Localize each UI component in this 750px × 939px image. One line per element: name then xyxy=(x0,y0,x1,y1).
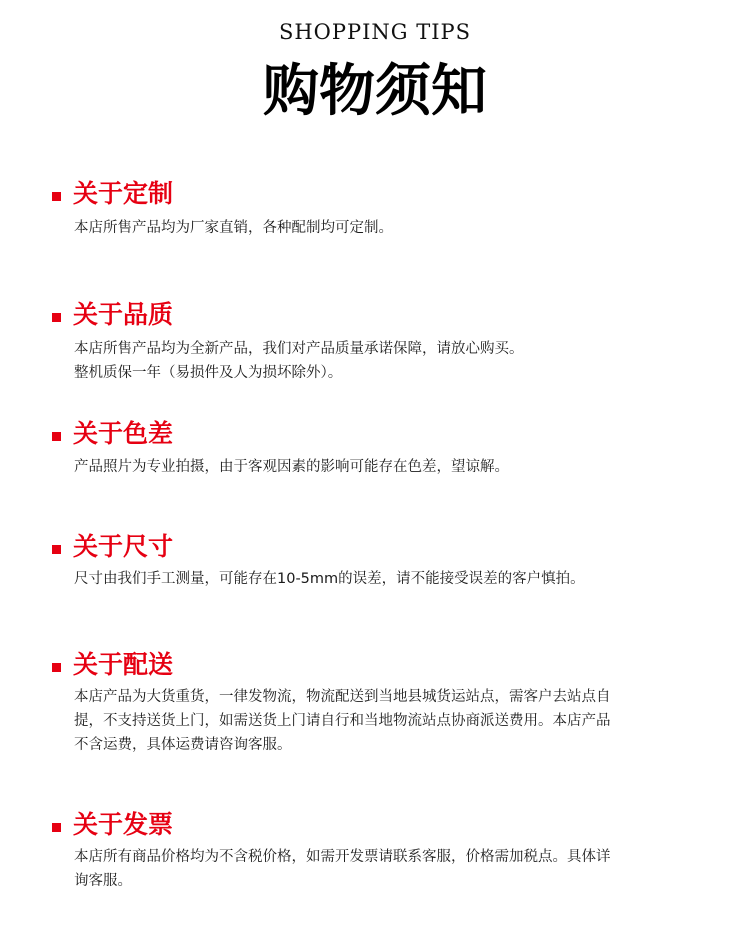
section-body: 尺寸由我们手工测量，可能存在10-5mm的误差，请不能接受误差的客户慎拍。 xyxy=(74,571,585,587)
section-title: 关于发票 xyxy=(73,810,174,839)
section-title: 关于色差 xyxy=(73,419,174,448)
bullet-square-icon xyxy=(52,545,61,554)
section-title: 关于品质 xyxy=(73,300,174,329)
bullet-square-icon xyxy=(52,823,61,832)
section-title: 关于配送 xyxy=(73,650,174,679)
bullet-square-icon xyxy=(52,663,61,672)
section-title: 关于定制 xyxy=(73,179,174,208)
page-title: 购物须知 xyxy=(263,58,487,124)
bullet-square-icon xyxy=(52,313,61,322)
bullet-square-icon xyxy=(52,192,61,201)
bullet-square-icon xyxy=(52,432,61,441)
english-heading: SHOPPING TIPS xyxy=(278,20,472,44)
section-body: 本店产品为大货重货，一律发物流，物流配送到当地县城货运站点，需客户去站点自 提，不支持送货上门，如需送货上门请自行和当地物流站点协商派送费用。本店产品 不含运费，具体运费请咨询客服。 xyxy=(74,689,611,753)
section-body: 本店所售产品均为全新产品，我们对产品质量承诺保障，请放心购买。 整机质保一年（易损件及人为损坏除外）。 xyxy=(74,341,524,381)
section-body: 本店所有商品价格均为不含税价格，如需开发票请联系客服，价格需加税点。具体详 询客服。 xyxy=(74,849,611,889)
section-body: 产品照片为专业拍摄，由于客观因素的影响可能存在色差，望谅解。 xyxy=(74,459,509,475)
section-title: 关于尺寸 xyxy=(73,532,174,561)
section-body: 本店所售产品均为厂家直销，各种配制均可定制。 xyxy=(74,220,393,236)
